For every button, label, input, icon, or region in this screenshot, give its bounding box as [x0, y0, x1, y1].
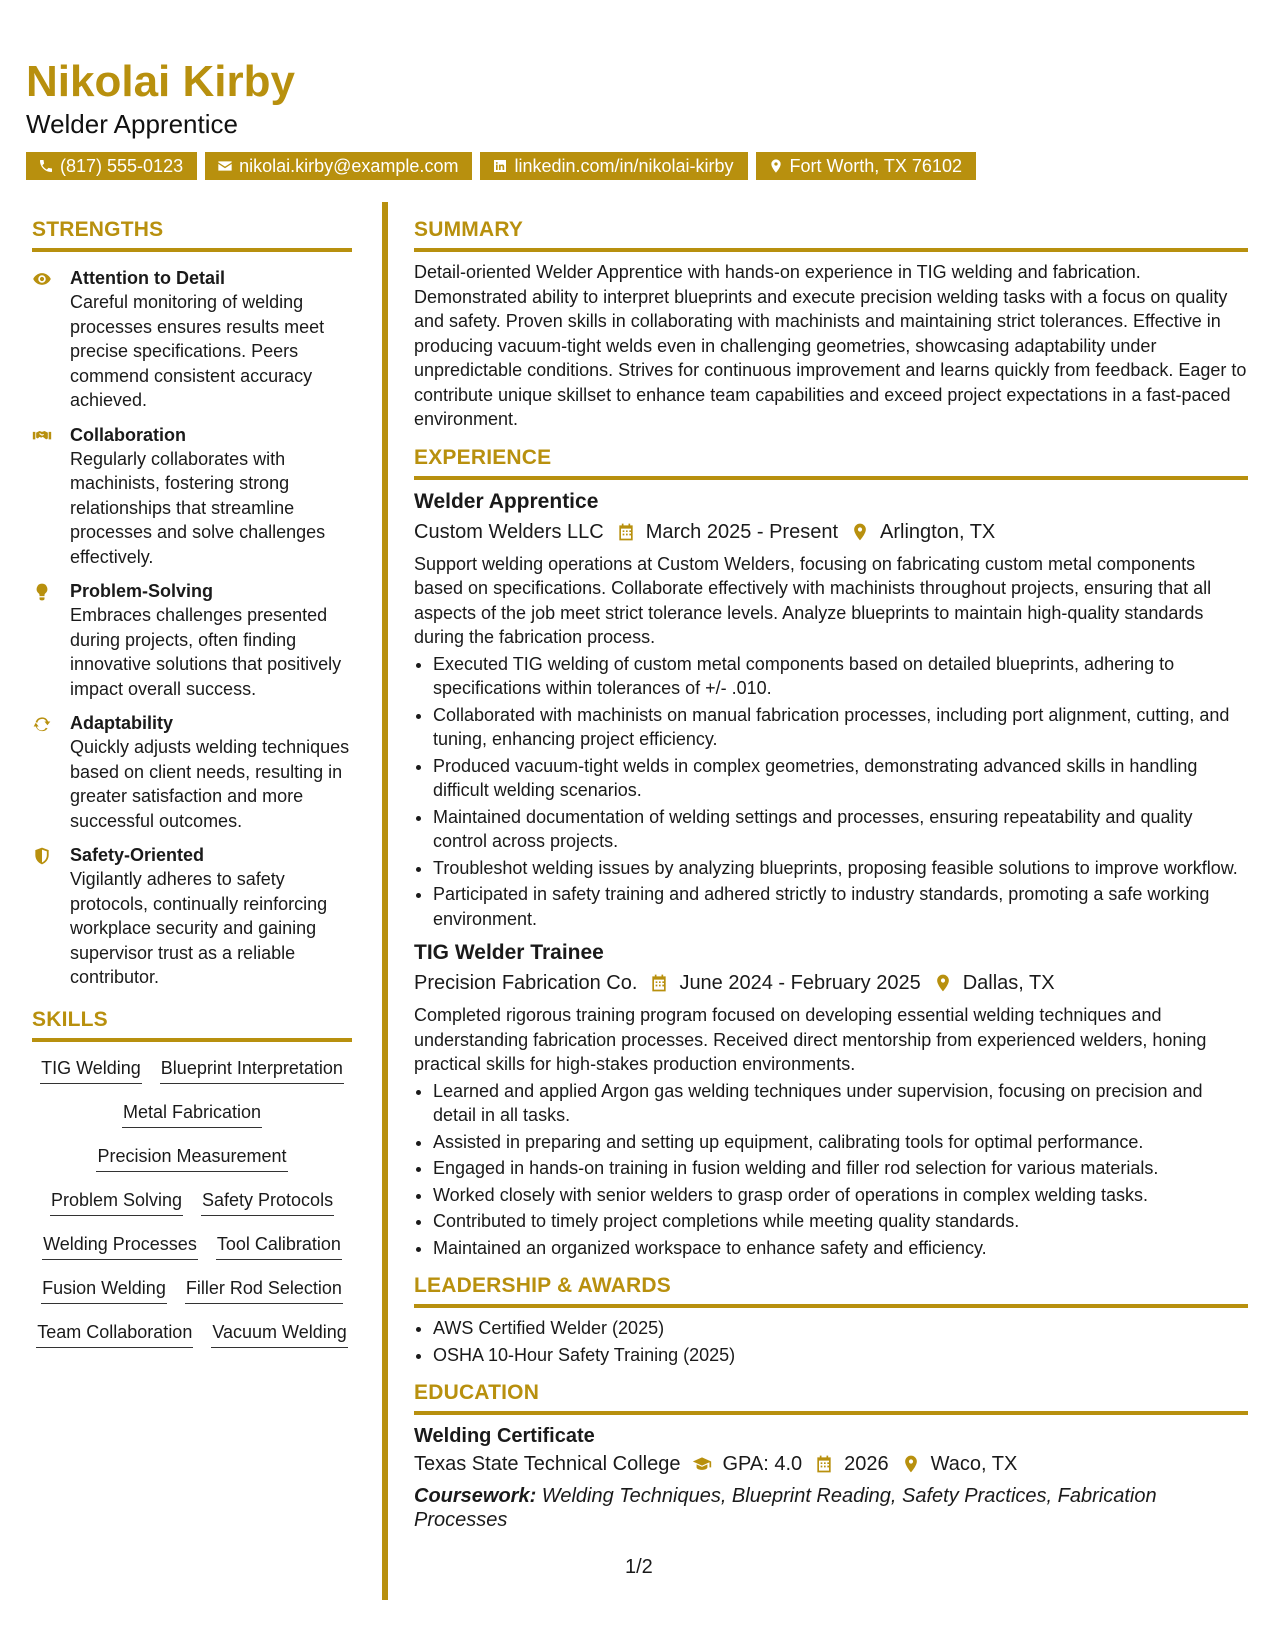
job-location: Dallas, TX — [962, 972, 1055, 994]
column-divider — [382, 202, 388, 1600]
job-description: Completed rigorous training program focused on developing essential welding techniques and understanding fabrication processes. Received direct mentorship from experienced welders, honing practical skills for high-stakes production environments. — [414, 1005, 1207, 1074]
awards-heading: LEADERSHIP & AWARDS — [414, 1274, 1248, 1308]
email-text: nikolai.kirby@example.com — [239, 155, 459, 176]
edu-year: 2026 — [844, 1453, 889, 1475]
job-bullet: • Engaged in hands-on training in fusion welding and filler rod selection for various materials. — [433, 1156, 1248, 1181]
contact-bar — [26, 152, 976, 180]
job-role: Welder Apprentice — [414, 489, 599, 513]
job-dates: June 2024 - February 2025 — [679, 972, 921, 994]
skills-heading: SKILLS — [32, 1008, 352, 1042]
experience-heading: EXPERIENCE — [414, 446, 1248, 480]
email-chip[interactable] — [205, 152, 472, 180]
candidate-title: Welder Apprentice — [26, 109, 238, 139]
job-bullet: • Executed TIG welding of custom metal components based on detailed blueprints, adhering to specifications within tolerances of +/- .010. — [433, 652, 1248, 701]
strength-item — [32, 423, 352, 570]
location-chip[interactable] — [756, 152, 976, 180]
education-heading: EDUCATION — [414, 1381, 1248, 1415]
job-bullet: • Maintained an organized workspace to enhance safety and efficiency. — [433, 1236, 1248, 1261]
graduation-cap-icon — [692, 1454, 712, 1474]
job-dates: March 2025 - Present — [645, 520, 839, 543]
edu-coursework — [414, 1484, 1248, 1532]
education-section — [414, 1381, 1248, 1532]
skill-tag: Fusion Welding — [41, 1276, 167, 1304]
map-pin-icon — [901, 1454, 921, 1474]
award-item: • OSHA 10-Hour Safety Training (2025) — [433, 1343, 1248, 1368]
strength-desc: Quickly adjusts welding techniques based on client needs, resulting in greater satisfaction and more successful outcomes. — [70, 737, 350, 831]
job-company: Precision Fabrication Co. — [414, 972, 638, 994]
skill-tag: Metal Fabrication — [122, 1100, 262, 1128]
linkedin-chip[interactable] — [480, 152, 747, 180]
awards-section — [414, 1274, 1248, 1367]
left-column — [32, 218, 352, 1356]
strength-desc: Embraces challenges presented during projects, often finding innovative solutions that positively impact overall success. — [70, 605, 342, 699]
linkedin-icon — [492, 158, 508, 174]
job-bullet: • Collaborated with machinists on manual fabrication processes, including port alignment, cutting, and tuning, enhancing project efficiency. — [433, 703, 1248, 752]
linkedin-text: linkedin.com/in/nikolai-kirby — [514, 155, 734, 176]
job-bullet: • Worked closely with senior welders to grasp order of operations in complex welding tasks. — [433, 1183, 1248, 1208]
page-number: 1/2 — [625, 1556, 653, 1578]
location-text: Fort Worth, TX 76102 — [789, 155, 962, 176]
skill-tag: Blueprint Interpretation — [160, 1056, 344, 1084]
summary-text: Detail-oriented Welder Apprentice with hands-on experience in TIG welding and fabrication. Demonstrated ability to interpret blueprints and execute precision welding tasks with a focus on quality and safety. Proven skills in collaborating with machinists and maintaining strict tolerances. Effective in producing vacuum-tight welds even in challenging geometries, showcasing adaptability under unpredictable conditions. Strives for continuous improvement and learns quickly from feedback. Eager to contribute unique skillset to enhance team capabilities and exceed project expectations in a fast-paced environment. — [414, 262, 1247, 429]
calendar-icon — [649, 973, 669, 993]
job-bullet: • Learned and applied Argon gas welding techniques under supervision, focusing on precision and detail in all tasks. — [433, 1079, 1248, 1128]
phone-text: (817) 555-0123 — [60, 155, 184, 176]
candidate-name: Nikolai Kirby — [26, 57, 295, 106]
strength-title: Attention to Detail — [70, 268, 225, 288]
eye-icon — [32, 269, 52, 289]
coursework-label: Coursework: — [414, 1485, 537, 1507]
job-role: TIG Welder Trainee — [414, 941, 604, 964]
job-bullet: • Maintained documentation of welding settings and processes, ensuring repeatability and quality control across projects. — [433, 805, 1248, 854]
strength-title: Problem-Solving — [70, 581, 214, 601]
strength-title: Safety-Oriented — [70, 845, 205, 865]
strength-desc: Regularly collaborates with machinists, fostering strong relationships that streamline processes and solve challenges effectively. — [70, 448, 326, 567]
edu-school: Texas State Technical College — [414, 1453, 681, 1475]
job-meta — [414, 518, 1248, 546]
skill-tag: Problem Solving — [50, 1188, 183, 1216]
handshake-icon — [32, 426, 52, 446]
job-bullet: • Assisted in preparing and setting up equipment, calibrating tools for optimal performance. — [433, 1130, 1248, 1155]
strength-item — [32, 711, 352, 833]
skill-tag: Vacuum Welding — [211, 1320, 347, 1348]
shield-icon — [32, 846, 52, 866]
skill-tag: TIG Welding — [40, 1056, 142, 1084]
edu-meta — [414, 1450, 1248, 1478]
award-item: • AWS Certified Welder (2025) — [433, 1316, 1248, 1341]
strength-item — [32, 266, 352, 413]
strength-item — [32, 579, 352, 701]
skill-tag: Team Collaboration — [36, 1320, 193, 1348]
summary-heading: SUMMARY — [414, 218, 1248, 252]
strengths-heading: STRENGTHS — [32, 218, 352, 252]
job-bullet: • Participated in safety training and adhered strictly to industry standards, promoting a safe working environment. — [433, 882, 1248, 931]
job-bullet: • Contributed to timely project completions while meeting quality standards. — [433, 1209, 1248, 1234]
job-company: Custom Welders LLC — [414, 520, 604, 543]
skill-tag: Filler Rod Selection — [185, 1276, 343, 1304]
job-description: Support welding operations at Custom Welders, focusing on fabricating custom metal components based on specifications. Collaborate effectively with machinists throughout projects, ensuring that all aspects of the job meet strict tolerance levels. Analyze blueprints to maintain high-quality standards during the fabrication process. — [414, 553, 1212, 647]
strength-title: Adaptability — [70, 713, 174, 733]
map-pin-icon — [768, 158, 784, 174]
calendar-icon — [814, 1454, 834, 1474]
strength-desc: Careful monitoring of welding processes ensures results meet precise specifications. Peers commend consistent accuracy achieved. — [70, 292, 325, 410]
envelope-icon — [217, 158, 233, 174]
job-entry — [414, 941, 1248, 1260]
skills-list — [32, 1048, 352, 1356]
map-pin-icon — [933, 973, 953, 993]
phone-chip[interactable] — [26, 152, 197, 180]
lightbulb-icon — [32, 582, 52, 602]
job-meta — [414, 969, 1248, 997]
awards-list — [414, 1316, 1248, 1367]
skill-tag: Tool Calibration — [216, 1232, 342, 1260]
coursework-text: Welding Techniques, Blueprint Reading, Safety Practices, Fabrication Processes — [414, 1485, 1157, 1531]
job-entry — [414, 490, 1248, 932]
job-bullets — [414, 652, 1248, 932]
map-pin-icon — [850, 522, 870, 542]
edu-degree: Welding Certificate — [414, 1425, 595, 1447]
refresh-icon — [32, 714, 52, 734]
edu-gpa: GPA: 4.0 — [722, 1453, 803, 1475]
right-column — [414, 218, 1248, 1532]
strength-title: Collaboration — [70, 424, 186, 445]
skill-tag: Safety Protocols — [201, 1188, 334, 1216]
job-location: Arlington, TX — [880, 520, 996, 543]
skill-tag: Welding Processes — [42, 1232, 198, 1260]
calendar-icon — [616, 522, 636, 542]
experience-section — [414, 446, 1248, 1261]
strength-item — [32, 843, 352, 990]
job-bullets — [414, 1079, 1248, 1261]
strength-desc: Vigilantly adheres to safety protocols, continually reinforcing workplace security and gaining supervisor trust as a reliable contributor. — [70, 869, 328, 987]
phone-icon — [38, 158, 54, 174]
edu-location: Waco, TX — [930, 1453, 1018, 1475]
job-bullet: • Troubleshot welding issues by analyzing blueprints, proposing feasible solutions to improve workflow. — [433, 856, 1248, 881]
skill-tag: Precision Measurement — [96, 1144, 287, 1172]
job-bullet: • Produced vacuum-tight welds in complex geometries, demonstrating advanced skills in handling difficult welding scenarios. — [433, 754, 1248, 803]
